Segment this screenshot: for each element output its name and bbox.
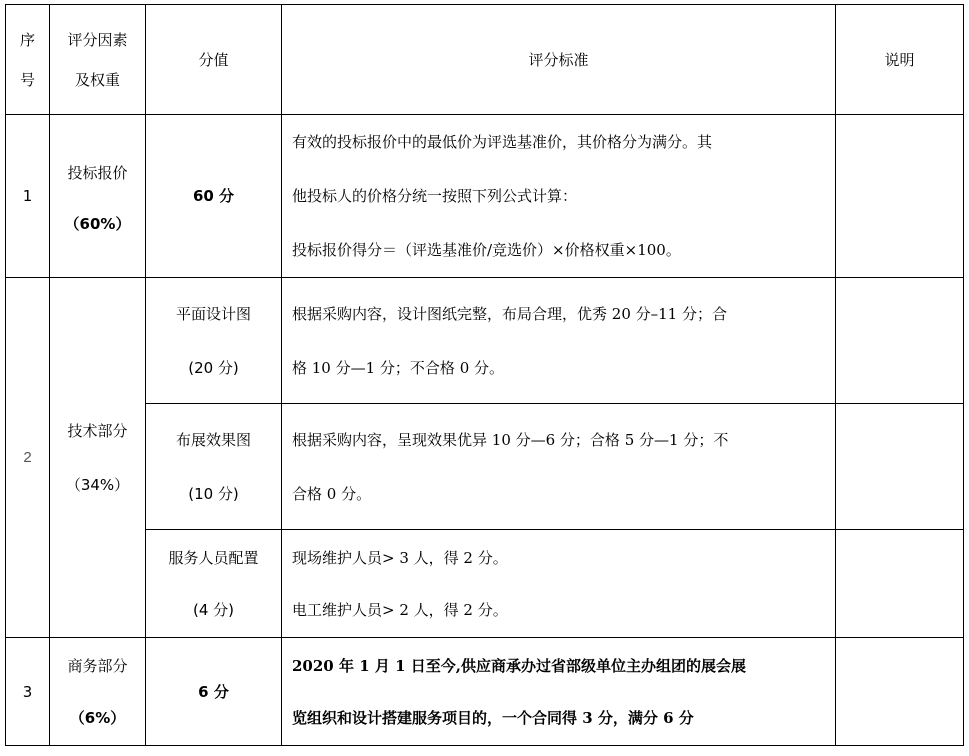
header-factor-line2: 及权重 [74, 70, 120, 89]
row2-item2-score-line2: (10 分) [188, 484, 239, 503]
row1-factor-line1: 投标报价 [67, 164, 128, 182]
row2-item3-note [836, 530, 964, 638]
row2-item2-score [146, 404, 282, 530]
row1-factor [50, 115, 146, 278]
row2-item1-standard [282, 278, 836, 404]
row2-item1-note [836, 278, 964, 404]
table-row-2b [6, 404, 964, 530]
table-row-1 [6, 115, 964, 278]
row3-score: 6 分 [146, 638, 282, 746]
header-seq [6, 5, 50, 115]
row3-note [836, 638, 964, 746]
row3-standard-line1: 2020 年 1 月 1 日至今,供应商承办过省部级单位主办组团的展会展 [292, 656, 746, 675]
row1-factor-line2: （60%） [64, 215, 131, 233]
table-row-2a [6, 278, 964, 404]
table-row-2c [6, 530, 964, 638]
header-factor-line1: 评分因素 [67, 30, 128, 49]
row2-item2-standard [282, 404, 836, 530]
header-score: 分值 [146, 5, 282, 115]
row2-item3-score-line2: (4 分) [192, 600, 235, 619]
row2-item2-standard-line1: 根据采购内容，呈现效果优异 10 分—6 分；合格 5 分—1 分；不 [292, 430, 729, 449]
row1-standard-line2: 他投标人的价格分统一按照下列公式计算： [292, 187, 578, 205]
header-seq-line1: 序 [19, 30, 35, 49]
header-standard: 评分标准 [282, 5, 836, 115]
header-row [6, 5, 964, 115]
row2-item3-standard [282, 530, 836, 638]
row2-item1-score [146, 278, 282, 404]
row1-standard-line3: 投标报价得分＝（评选基准价/竞选价）×价格权重×100。 [292, 241, 681, 259]
row1-standard [282, 115, 836, 278]
row2-item2-score-line1: 布展效果图 [175, 430, 251, 449]
row3-factor-line2: （6%） [69, 708, 126, 727]
header-note: 说明 [836, 5, 964, 115]
row2-item3-standard-line1: 现场维护人员> 3 人，得 2 分。 [292, 548, 508, 567]
row1-note [836, 115, 964, 278]
row2-item3-standard-line2: 电工维护人员> 2 人，得 2 分。 [292, 600, 508, 619]
row2-item2-standard-line2: 合格 0 分。 [292, 484, 372, 503]
row2-item2-note [836, 404, 964, 530]
row2-factor [50, 278, 146, 638]
row1-seq: 1 [6, 115, 50, 278]
row2-factor-line2: （34%） [65, 475, 130, 494]
header-seq-line2: 号 [19, 70, 35, 89]
row3-factor [50, 638, 146, 746]
row2-item3-score [146, 530, 282, 638]
scoring-table [5, 4, 964, 746]
row3-seq: 3 [6, 638, 50, 746]
table-row-3 [6, 638, 964, 746]
header-factor [50, 5, 146, 115]
row2-item1-score-line1: 平面设计图 [175, 304, 251, 323]
row2-item3-score-line1: 服务人员配置 [168, 548, 259, 567]
row3-standard [282, 638, 836, 746]
row3-factor-line1: 商务部分 [67, 656, 128, 675]
row2-item1-standard-line1: 根据采购内容，设计图纸完整，布局合理，优秀 20 分–11 分；合 [292, 304, 727, 323]
row1-score: 60 分 [146, 115, 282, 278]
row1-standard-line1: 有效的投标报价中的最低价为评选基准价，其价格分为满分。其 [292, 133, 713, 151]
row3-standard-line2: 览组织和设计搭建服务项目的，一个合同得 3 分，满分 6 分 [292, 708, 694, 727]
row2-item1-standard-line2: 格 10 分—1 分；不合格 0 分。 [292, 358, 505, 377]
row2-seq: 2 [6, 278, 50, 638]
row2-factor-line1: 技术部分 [67, 421, 128, 440]
row2-item1-score-line2: (20 分) [188, 358, 239, 377]
